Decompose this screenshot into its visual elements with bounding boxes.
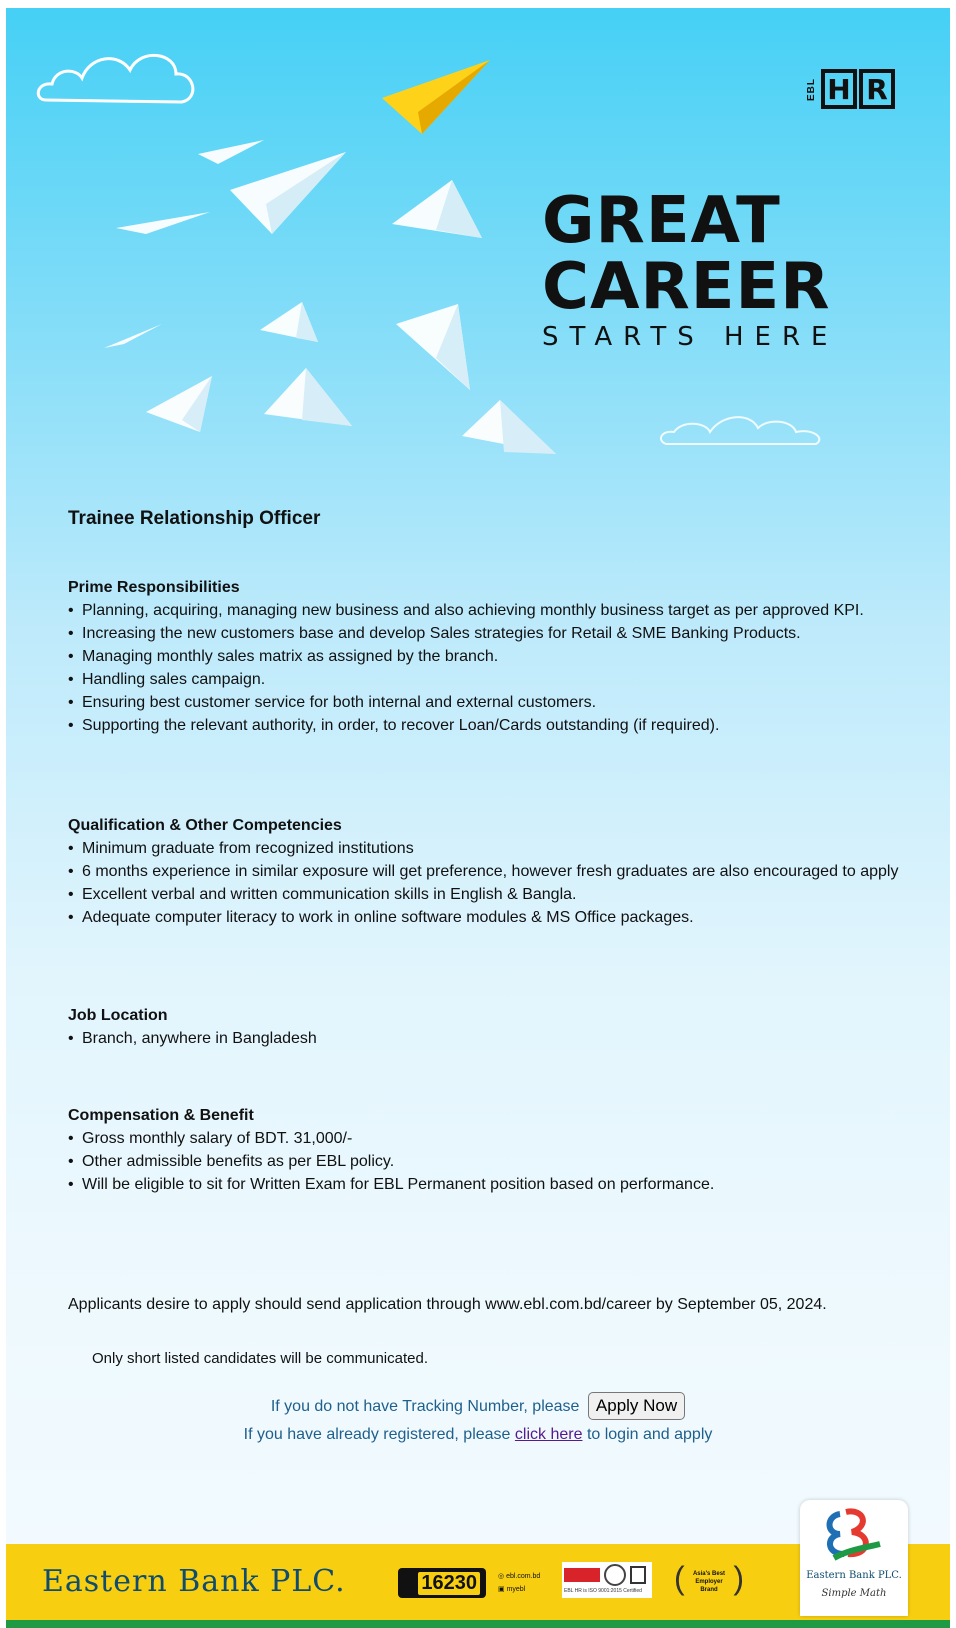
ebl-hr-logo [806,66,895,112]
certification-logos [562,1562,652,1598]
compensation-list [68,1127,928,1196]
registered-suffix: to login and apply [586,1426,713,1443]
headline-line-1: GREAT [542,184,781,258]
location-list [68,1027,928,1050]
section-heading: Job Location [68,1007,168,1024]
list-item: • Increasing the new customers base and develop Sales strategies for Retail & SME Banking Products. [68,625,801,642]
section-heading: Qualification & Other Competencies [68,817,342,834]
employer-award [674,1560,744,1600]
list-item: • Adequate computer literacy to work in online software modules & MS Office packages. [68,909,694,926]
section-location [68,1004,928,1050]
apply-now-button[interactable]: Apply Now [588,1392,685,1420]
responsibilities-list [68,599,928,737]
headline-subtitle: STARTS HERE [542,322,839,352]
list-item: • Managing monthly sales matrix as assigned by the branch. [68,648,499,665]
bureau-veritas-logo [564,1568,600,1582]
list-item: • Minimum graduate from recognized institutions [68,840,414,857]
ebl-logo-icon [800,1500,908,1568]
list-item: • Excellent verbal and written communication skills in English & Bangla. [68,886,577,903]
section-responsibilities [68,576,928,737]
hotline-number: 16230 [418,1572,480,1595]
list-item: • Gross monthly salary of BDT. 31,000/- [68,1130,353,1147]
hotline-badge [398,1568,486,1598]
section-qualification [68,814,928,929]
section-compensation [68,1104,928,1196]
cloud-icon [38,55,193,102]
ebl-logo-badge [800,1500,908,1616]
web-info [498,1570,540,1596]
certification-text: EBL HR is ISO 9001:2015 Certified [564,1588,642,1594]
shortlist-note: Only short listed candidates will be communicated. [92,1350,428,1367]
headline [542,184,839,352]
application-instructions: Applicants desire to apply should send application through www.ebl.com.bd/career by September 05, 2024. [68,1296,827,1313]
list-item: • Will be eligible to sit for Written Exam for EBL Permanent position based on performance. [68,1176,715,1193]
cloud-icon [661,417,819,444]
registered-line [6,1426,950,1444]
headline-line-2: CAREER [542,250,831,324]
globe-icon: ◎ [498,1573,505,1580]
hero-banner [6,8,950,488]
web-link: ◎ ebl.com.bd [498,1573,541,1580]
laurel-left-icon: ( [674,1560,685,1596]
list-item: • Ensuring best customer service for both internal and external customers. [68,694,597,711]
badge-tagline: Simple Math [821,1588,887,1599]
tracking-prefix: If you do not have Tracking Number, please [270,1398,580,1415]
career-poster [6,8,950,1628]
list-item: • 6 months experience in similar exposure will get preference, however fresh graduates are also encouraged to apply [68,863,899,880]
certification-mark-icon [630,1566,646,1584]
registered-prefix: If you have already registered, please [243,1426,511,1443]
hr-logo-r: R [859,69,895,109]
facebook-icon: ▣ [498,1586,505,1593]
footer-bank-name: Eastern Bank PLC. [42,1564,346,1599]
section-heading: Prime Responsibilities [68,579,240,596]
list-item: • Handling sales campaign. [68,671,266,688]
laurel-right-icon: ) [733,1560,744,1596]
hr-logo-h: H [821,69,857,109]
facebook-link: ▣ myebl [498,1586,526,1593]
list-item: • Planning, acquiring, managing new business and also achieving monthly business target as per approved KPI. [68,602,864,619]
award-text: Asia's Best Employer Brand [692,1571,726,1593]
qualification-list [68,837,928,929]
footer-green-strip [6,1620,950,1628]
certification-seal-icon [604,1564,626,1586]
section-heading: Compensation & Benefit [68,1107,254,1124]
list-item: • Branch, anywhere in Bangladesh [68,1030,317,1047]
list-item: • Supporting the relevant authority, in order, to recover Loan/Cards outstanding (if required). [68,717,720,734]
job-title: Trainee Relationship Officer [68,508,321,529]
click-here-link[interactable]: click here [514,1426,583,1443]
list-item: • Other admissible benefits as per EBL policy. [68,1153,395,1170]
white-paper-planes [104,140,556,454]
hr-logo-prefix: EBL [806,77,817,101]
yellow-paper-plane-icon [382,60,490,134]
tracking-line [6,1392,950,1420]
badge-bank-name: Eastern Bank PLC. [806,1570,902,1581]
